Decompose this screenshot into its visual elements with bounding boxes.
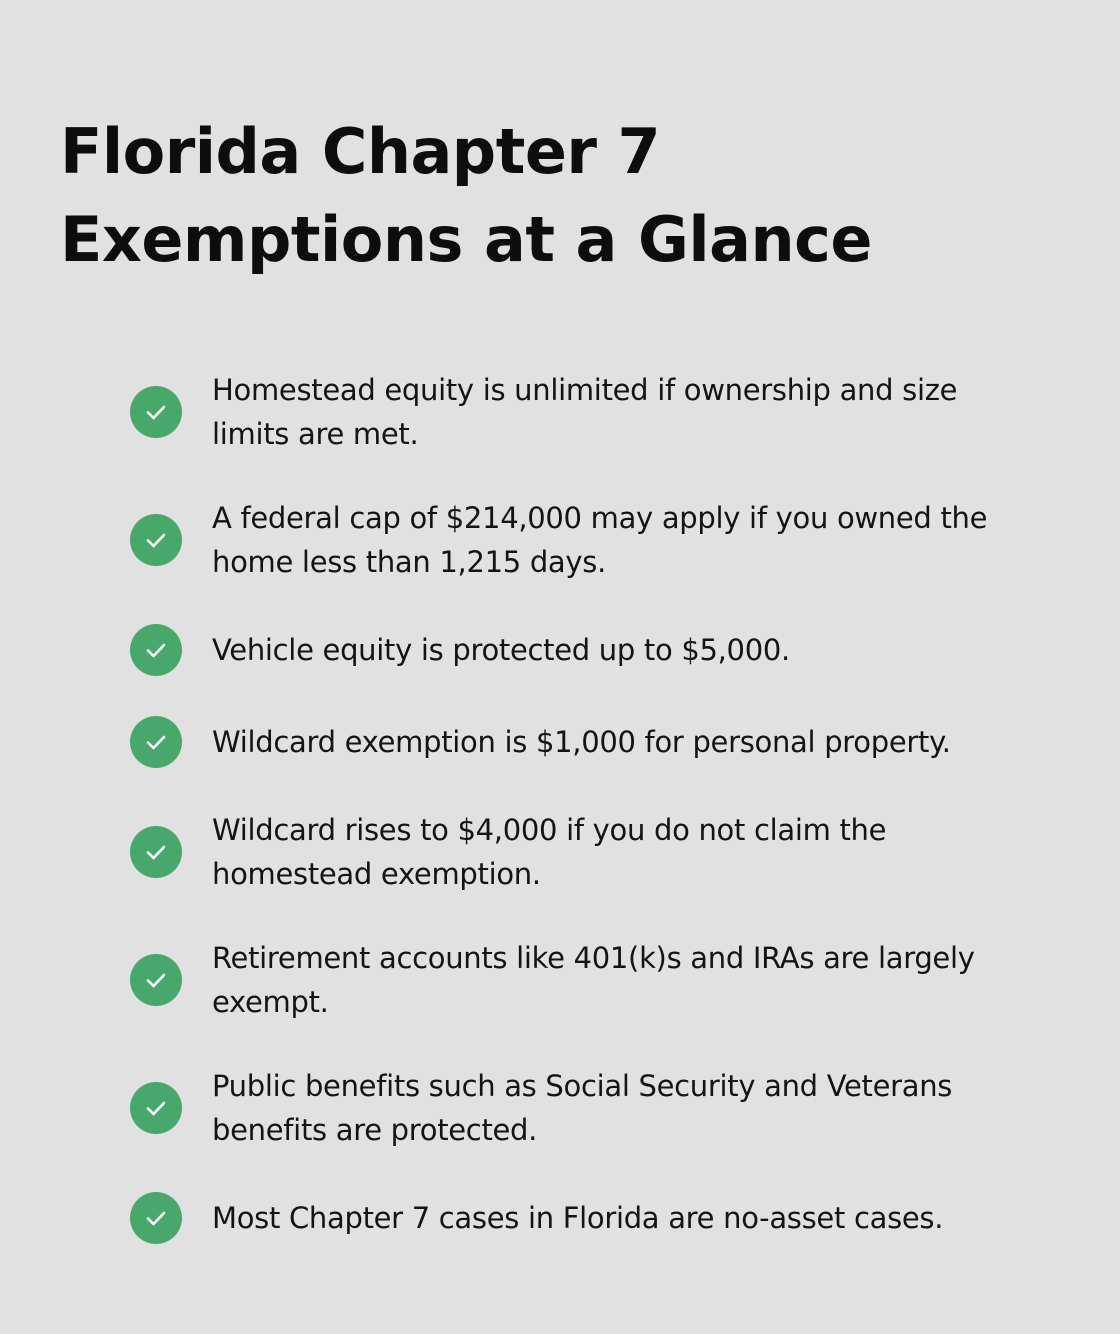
list-item-text: Public benefits such as Social Security and Veterans benefits are protected.	[212, 1069, 953, 1147]
check-circle-icon	[130, 716, 182, 768]
check-circle-icon	[130, 514, 182, 566]
list-item-text: Wildcard rises to $4,000 if you do not claim the homestead exemption.	[212, 813, 887, 891]
check-circle-icon	[130, 624, 182, 676]
page-title: Florida Chapter 7 Exemptions at a Glance	[60, 115, 872, 276]
check-circle-icon	[130, 1082, 182, 1134]
list-item-text: Wildcard exemption is $1,000 for personal property.	[212, 725, 951, 759]
list-item-text: Retirement accounts like 401(k)s and IRAs are largely exempt.	[212, 941, 975, 1019]
check-circle-icon	[130, 954, 182, 1006]
list-item-text: Most Chapter 7 cases in Florida are no-asset cases.	[212, 1201, 944, 1235]
check-circle-icon	[130, 1192, 182, 1244]
check-circle-icon	[130, 386, 182, 438]
list-item-text: A federal cap of $214,000 may apply if you owned the home less than 1,215 days.	[212, 501, 988, 579]
list-item-text: Homestead equity is unlimited if ownership and size limits are met.	[212, 373, 958, 451]
list-item-text: Vehicle equity is protected up to $5,000.	[212, 633, 790, 667]
check-circle-icon	[130, 826, 182, 878]
